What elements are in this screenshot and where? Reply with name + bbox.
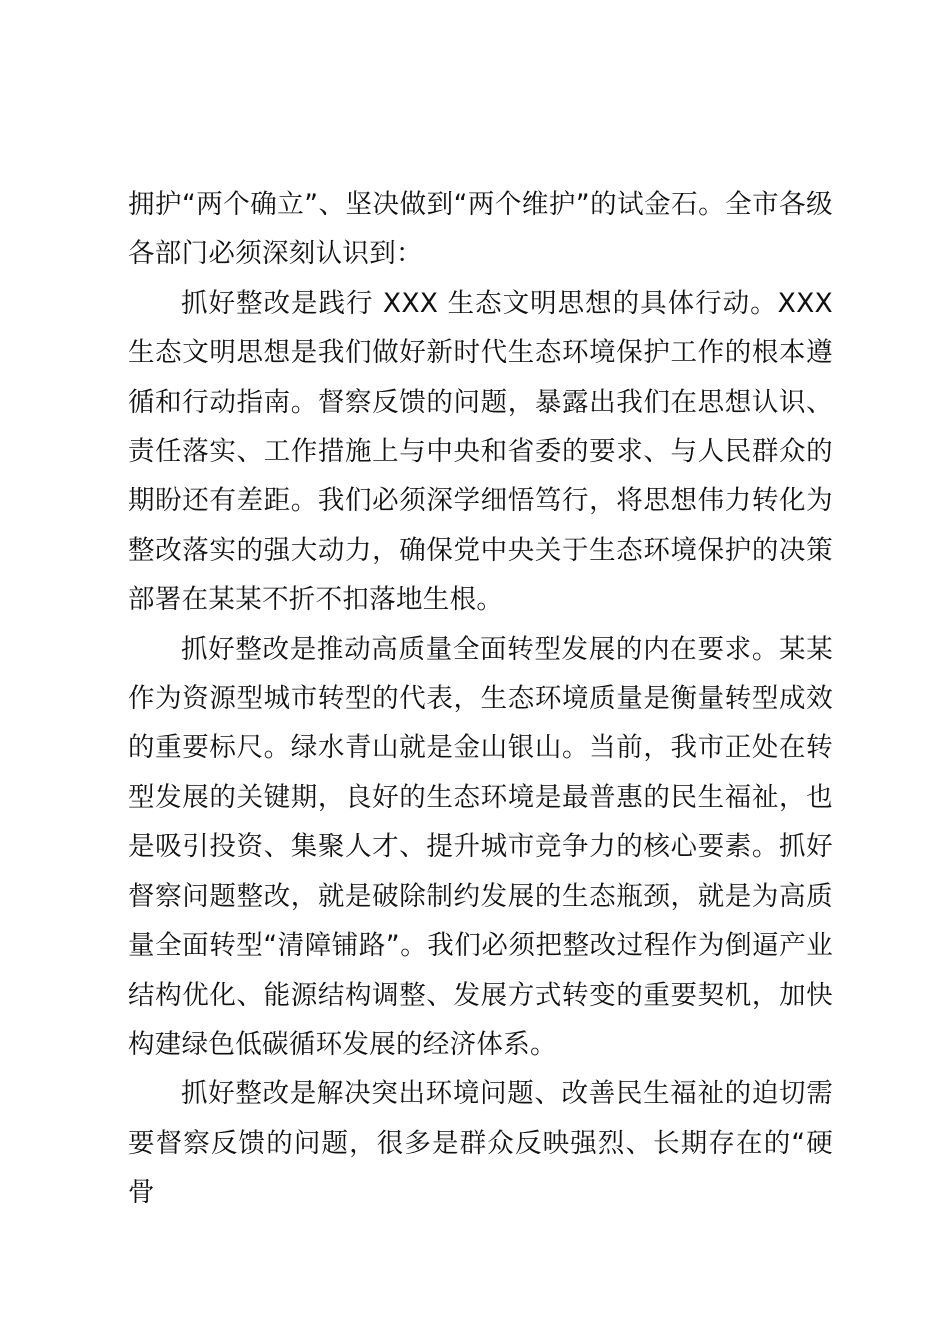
paragraph-environmental-problems: 抓好整改是解决突出环境问题、改善民生福祉的迫切需要督察反馈的问题，很多是群众反映强烈、长期存在的“硬骨 bbox=[128, 1078, 833, 1209]
document-body bbox=[128, 180, 833, 1218]
paragraph-continuation: 拥护“两个确立”、坚决做到“两个维护”的试金石。全市各级各部门必须深刻认识到： bbox=[128, 189, 833, 270]
paragraph-ecological-civilization: 抓好整改是践行 XXX 生态文明思想的具体行动。XXX 生态文明思想是我们做好新时代生态环境保护工作的根本遵循和行动指南。督察反馈的问题，暴露出我们在思想认识、责任落实、工作措施上与中央和省委的要求、与人民群众的期盼还有差距。我们必须深学细悟笃行，将思想伟力转化为整改落实的强大动力，确保党中央关于生态环境保护的决策部署在某某不折不扣落地生根。 bbox=[128, 287, 833, 616]
paragraph-high-quality-transformation: 抓好整改是推动高质量全面转型发展的内在要求。某某作为资源型城市转型的代表，生态环境质量是衡量转型成效的重要标尺。绿水青山就是金山银山。当前，我市正处在转型发展的关键期，良好的生态环境是最普惠的民生福祉，也是吸引投资、集聚人才、提升城市竞争力的核心要素。抓好督察问题整改，就是破除制约发展的生态瓶颈，就是为高质量全面转型“清障铺路”。我们必须把整改过程作为倒逼产业结构优化、能源结构调整、发展方式转变的重要契机，加快构建绿色低碳循环发展的经济体系。 bbox=[128, 633, 833, 1060]
